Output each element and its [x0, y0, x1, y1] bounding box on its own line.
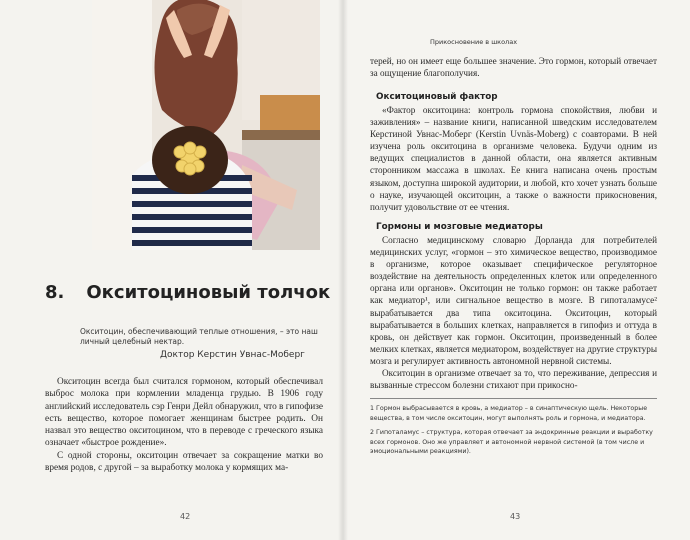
section2-text — [370, 234, 657, 391]
section-title-hormones: Гормоны и мозговые медиаторы — [376, 222, 543, 232]
children-photo — [92, 0, 320, 250]
paragraph: Окситоцин всегда был считался гормоном, который обеспечивал выброс молока при кормлении младенца грудью. В 1906 году английский исследователь сэр Генри Дейл обнаружил, что в гипофизе есть вещество, которое помогает женщинам быстрее родить. Он назвал это вещество окситоцином, что в переводе с греческого языка означает «быстрое рождение». — [45, 377, 323, 449]
chapter-number: 8. — [45, 282, 65, 303]
paragraph: терей, но он имеет еще большее значение. Это гормон, который отвечает за ощущение благополучия. — [370, 56, 657, 79]
running-head: Прикосновение в школах — [430, 38, 518, 46]
intro-text — [370, 55, 657, 79]
left-page — [0, 0, 342, 540]
chapter-heading — [45, 282, 330, 303]
page-number-right: 43 — [510, 512, 521, 521]
paragraph: «Фактор окситоцина: контроль гормона спокойствия, любви и заживления» – название книги, написанной шведским исследователем Керстиной Увнас-Моберг (Kerstin Uvnäs-Moberg) с соавторами. В ней изучена роль окситоцина в организме человека. Будучи одним из ведущих специалистов в данной области, она является активным сторонником массажа в школах. Ее книга написана очень простым языком, доступна широкой аудитории, и любой, кто хочет узнать больше о науке, изучающей окситоцин, а также о важности прикосновения, получит удовольствие от ее чтения. — [370, 105, 657, 212]
chapter-title: Окситоциновый толчок — [86, 282, 331, 303]
footnote-divider — [370, 398, 657, 399]
footnote-2: 2 Гипоталамус – структура, которая отвечает за эндокринные реакции и выработку всех гормонов. Оно же управляет и автономной нервной системой (в том числе и эмоциональными реакциями). — [370, 429, 653, 456]
page-number-left: 42 — [180, 512, 191, 521]
paragraph: Окситоцин в организме отвечает за то, что переживание, депрессия и вызванные стрессом болезни стихают при прикосно- — [370, 368, 657, 391]
paragraph: С одной стороны, окситоцин отвечает за сокращение матки во время родов, с другой – за выработку молока у кормящих ма- — [45, 450, 323, 474]
book-gutter — [338, 0, 348, 540]
epigraph-text: Окситоцин, обеспечивающий теплые отношения, – это наш личный целебный нектар. — [80, 327, 318, 346]
footnote-1: 1 Гормон выбрасывается в кровь, а медиатор – в синаптическую щель. Некоторые вещества, в том числе окситоцин, могут выполнять роль и гормона, и медиатора. — [370, 405, 648, 422]
paragraph: Согласно медицинскому словарю Дорланда для потребителей медицинских услуг, «гормон – это химическое вещество, производимое в организме, которое оказывает специфическое регуляторное воздействие на деятельность определенных клеток или определенного органа или органов». Окситоцин не только гормон: он также работает как медиатор¹, или сигнальное вещество в мозге. В гипоталамусе² вырабатывается два типа окситоцина. Окситоцин, который вырабатывается в больших клетках, направляется в гипофиз и оттуда в кровь, он действует как гормон. Окситоцин, произведенный в более мелких клетках, является медиатором, воздействует на другие структуры мозга и регулирует активность автономной нервной системы. — [370, 235, 657, 366]
left-body-text — [45, 376, 323, 474]
section1-text — [370, 104, 657, 213]
epigraph-author: Доктор Керстин Увнас-Моберг — [160, 350, 305, 360]
footnotes — [370, 404, 657, 462]
section-title-oxytocin-factor: Окситоциновый фактор — [376, 92, 498, 102]
